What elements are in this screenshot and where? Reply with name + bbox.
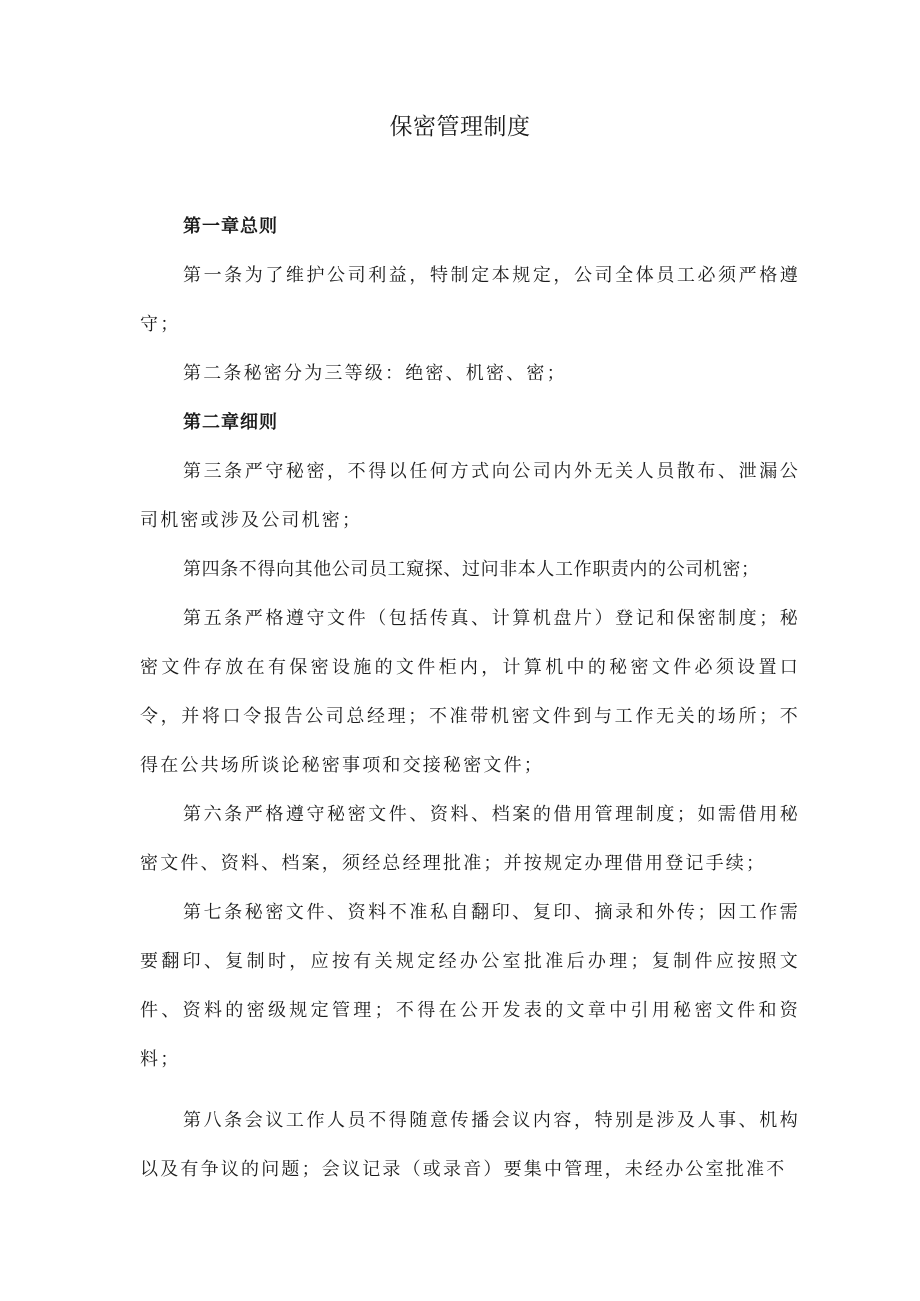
chapter-heading-1: 第一章总则 — [183, 216, 278, 237]
article-5: 第五条严格遵守文件（包括传真、计算机盘片）登记和保密制度；秘密文件存放在有保密设施的文件柜内，计算机中的秘密文件必须设置口令，并将口令报告公司总经理；不准带机密文件到与工作无关的场所；不得在公共场所谈论秘密事项和交接秘密文件； — [140, 608, 800, 776]
article-8: 第八条会议工作人员不得随意传播会议内容，特别是涉及人事、机构以及有争议的问题；会议记录（或录音）要集中管理，未经办公室批准不 — [140, 1110, 800, 1180]
chapter-heading-2: 第二章细则 — [183, 412, 278, 433]
document-body — [140, 202, 800, 1194]
article-3: 第三条严守秘密，不得以任何方式向公司内外无关人员散布、泄漏公司机密或涉及公司机密； — [140, 461, 800, 531]
article-4: 第四条不得向其他公司员工窥探、过问非本人工作职责内的公司机密； — [183, 559, 760, 580]
article-6: 第六条严格遵守秘密文件、资料、档案的借用管理制度；如需借用秘密文件、资料、档案，须经总经理批准；并按规定办理借用登记手续； — [140, 804, 800, 874]
article-2: 第二条秘密分为三等级：绝密、机密、密； — [183, 363, 567, 384]
article-1: 第一条为了维护公司利益，特制定本规定，公司全体员工必须严格遵守； — [140, 265, 800, 335]
document-title: 保密管理制度 — [389, 114, 531, 140]
article-7: 第七条秘密文件、资料不准私自翻印、复印、摘录和外传；因工作需要翻印、复制时，应按有关规定经办公室批准后办理；复制件应按照文件、资料的密级规定管理；不得在公开发表的文章中引用秘密文件和资料； — [140, 902, 800, 1070]
